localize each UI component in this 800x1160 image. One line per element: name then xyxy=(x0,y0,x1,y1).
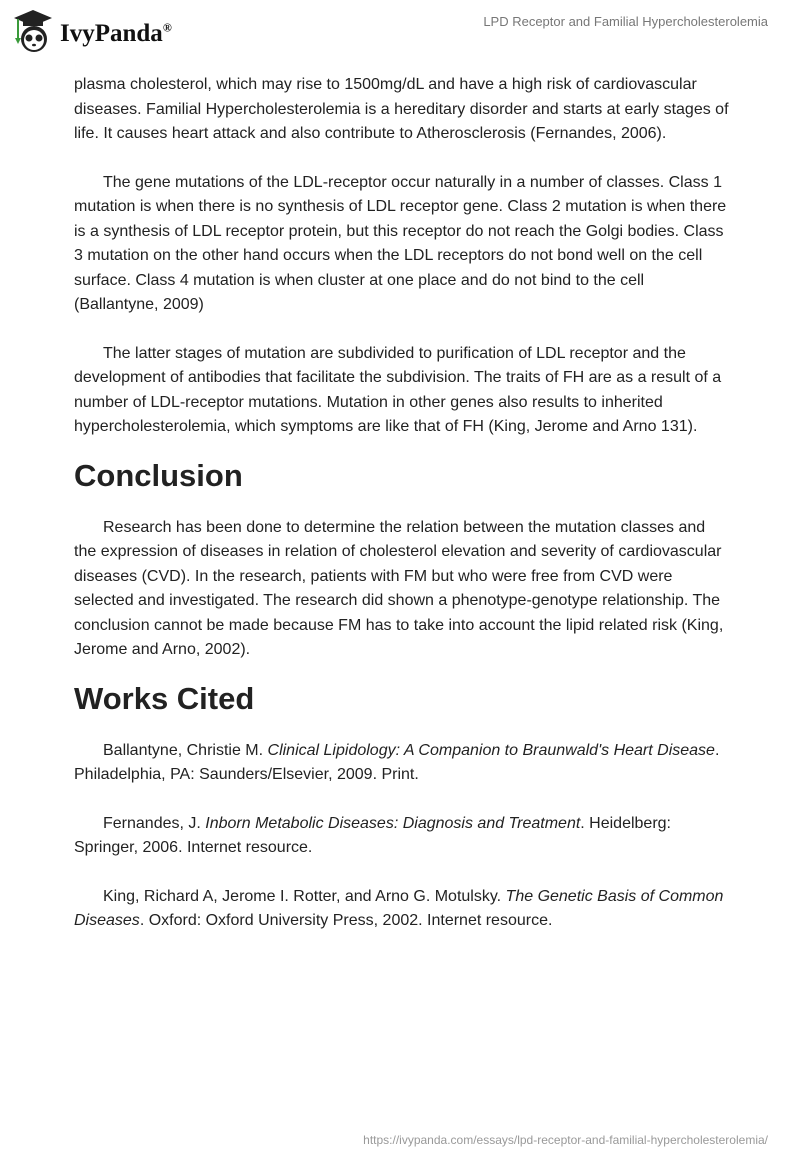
citation-authors: Ballantyne, Christie M. xyxy=(103,741,268,759)
citation xyxy=(74,885,730,934)
registered-mark: ® xyxy=(162,20,172,35)
citation-title: The Genetic Basis of Common Diseases xyxy=(74,887,724,929)
paragraph: The gene mutations of the LDL-receptor occur naturally in a number of classes. Class 1 mutation is when there is no synthesis of LDL receptor gene. Class 2 mutation is when there is a synthesis of LDL receptor protein, but this receptor do not reach the Golgi bodies. Class 3 mutation on the other hand occurs when the LDL receptors do not bond well on the cell surface. Class 4 mutation is when cluster at one place and do not bind to the cell (Ballantyne, 2009) xyxy=(74,173,727,313)
panda-graduate-icon xyxy=(12,8,54,54)
paragraph: The latter stages of mutation are subdivided to purification of LDL receptor and the development of antibodies that facilitate the subdivision. The traits of FH are as a result of a number of LDL-receptor mutations. Mutation in other genes also results to inherited hypercholesterolemia, which symptoms are like that of FH (King, Jerome and Arno 131). xyxy=(74,344,722,435)
citation-title: Inborn Metabolic Diseases: Diagnosis and Treatment xyxy=(205,814,581,832)
brand-label: IvyPanda xyxy=(60,20,163,47)
paragraph: plasma cholesterol, which may rise to 1500mg/dL and have a high risk of cardiovascular diseases. Familial Hypercholesterolemia is a hereditary disorder and starts at early stages of life. It causes heart attack and also contribute to Atherosclerosis (Fernandes, 2006). xyxy=(74,76,729,142)
conclusion-heading: Conclusion xyxy=(74,457,243,493)
essay-content xyxy=(74,73,730,958)
ivypanda-logo[interactable] xyxy=(12,8,172,54)
citation-title: Clinical Lipidology: A Companion to Braunwald's Heart Disease xyxy=(267,741,715,759)
source-url-link[interactable]: https://ivypanda.com/essays/lpd-receptor-and-familial-hypercholesterolemia/ xyxy=(363,1133,768,1147)
works-cited-heading: Works Cited xyxy=(74,680,255,716)
citation xyxy=(74,812,730,861)
citation-publisher: . Heidelberg: Springer, 2006. Internet resource. xyxy=(74,814,671,856)
document-title: LPD Receptor and Familial Hypercholesterolemia xyxy=(483,14,768,29)
citation-authors: King, Richard A, Jerome I. Rotter, and Arno G. Motulsky. xyxy=(103,887,506,905)
page-header xyxy=(0,0,800,60)
citation-authors: Fernandes, J. xyxy=(103,814,206,832)
paragraph: Research has been done to determine the relation between the mutation classes and the expression of diseases in relation of cholesterol elevation and severity of cardiovascular diseases (CVD). In the research, patients with FM but who were free from CVD were selected and investigated. The research did shown a phenotype-genotype relationship. The conclusion cannot be made because FM has to take into account the lipid related risk (King, Jerome and Arno, 2002). xyxy=(74,518,724,658)
citation xyxy=(74,739,730,788)
brand-name xyxy=(60,20,172,48)
citation-publisher: . Philadelphia, PA: Saunders/Elsevier, 2009. Print. xyxy=(74,741,720,783)
citation-publisher: . Oxford: Oxford University Press, 2002. Internet resource. xyxy=(139,912,553,929)
